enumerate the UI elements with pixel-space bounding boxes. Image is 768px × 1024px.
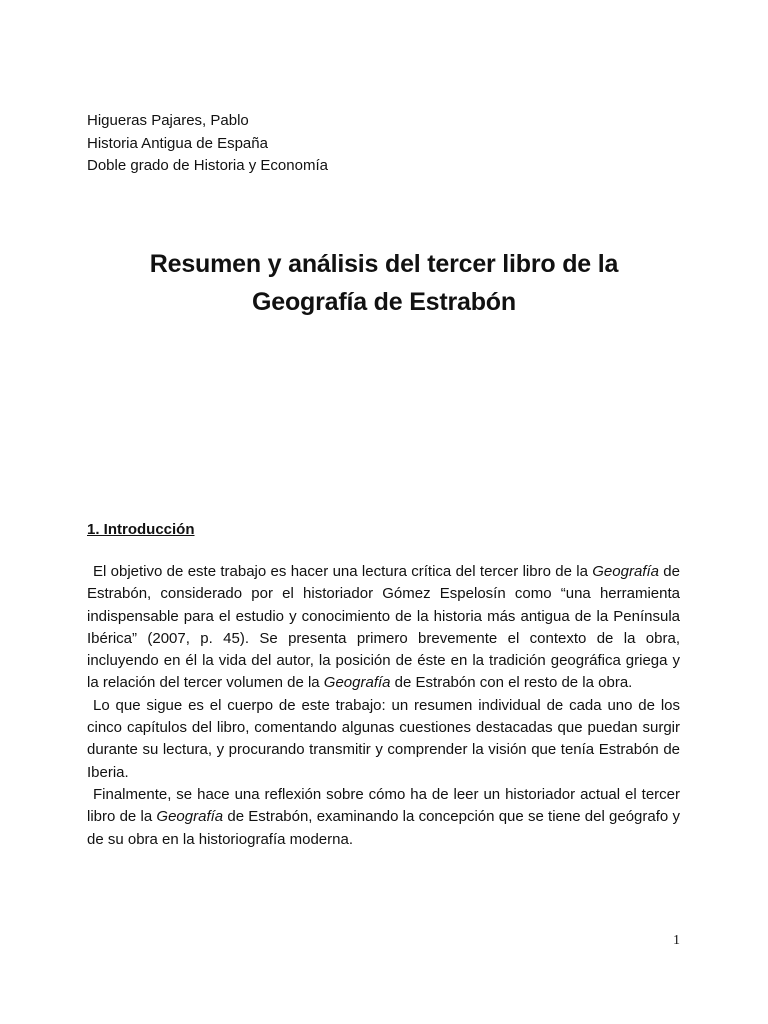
page-number: 1 — [673, 933, 680, 948]
paragraph-text: de Estrabón, examinando la concepción que se tiene del geógrafo y de su obra en la historiografía moderna. — [87, 808, 680, 848]
introduction-body — [87, 561, 680, 851]
italic-title-ref: Geografía — [323, 674, 391, 692]
paragraph-text: Lo que sigue es el cuerpo de este trabajo: un resumen individual de cada uno de los cinco capítulos del libro, comentando algunas cuestiones destacadas que puedan surgir durante su lectura, y procurando transmitir y comprender la visión que tenía Estrabón de Iberia. — [87, 696, 680, 781]
paragraph — [87, 784, 680, 851]
document-title — [0, 245, 768, 321]
italic-title-ref: Geografía — [156, 808, 224, 826]
paragraph — [87, 561, 680, 695]
section-heading-introduction: 1. Introducción — [87, 521, 195, 538]
paragraph-text: El objetivo de este trabajo es hacer una lectura crítica del tercer libro de la — [93, 563, 593, 580]
degree-name: Doble grado de Historia y Economía — [87, 157, 328, 174]
title-line-2: Geografía de Estrabón — [252, 288, 516, 316]
course-name: Historia Antigua de España — [87, 134, 268, 152]
italic-title-ref: Geografía — [592, 563, 659, 580]
author-name: Higueras Pajares, Pablo — [87, 112, 249, 129]
paragraph-text: de Estrabón con el resto de la obra. — [390, 674, 633, 692]
author-block — [87, 110, 328, 178]
paragraph — [87, 695, 680, 784]
paragraph-text: Finalmente, se hace una reflexión sobre cómo ha de leer un historiador actual el tercer libro de la — [87, 785, 680, 826]
paragraph-text: de Estrabón, considerado por el historiador Gómez Espelosín como “una herramienta indispensable para el estudio y conocimiento de la historia más antigua de la Península Ibérica” (2007, p. 45). Se presenta primero brevemente el contexto de la obra, incluyendo en él la vida del autor, la posición de éste en la tradición geográfica griega y la relación del tercer volumen de la — [87, 563, 680, 692]
title-line-1: Resumen y análisis del tercer libro de la — [149, 250, 619, 278]
